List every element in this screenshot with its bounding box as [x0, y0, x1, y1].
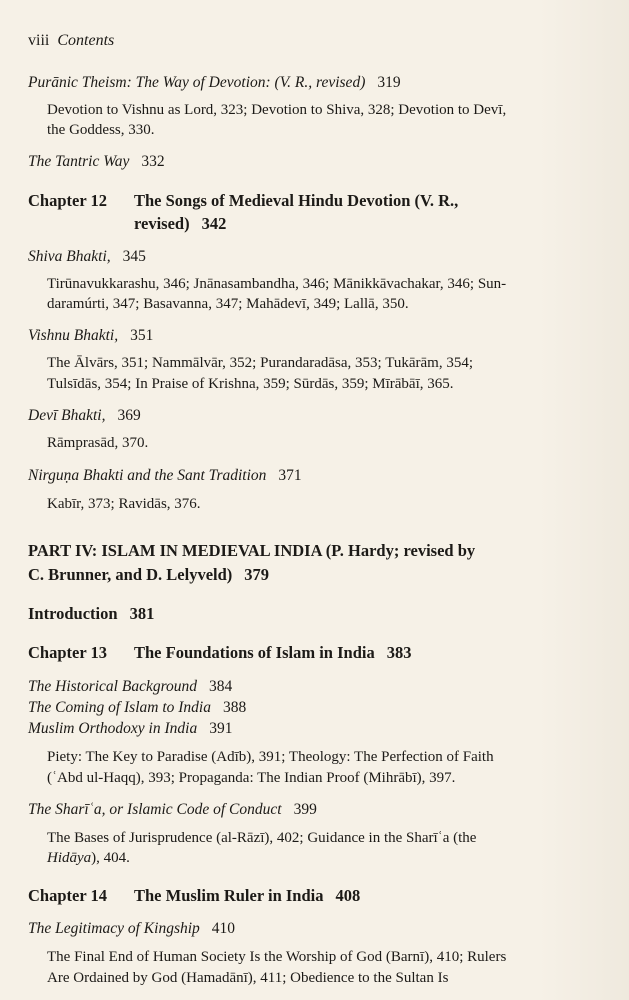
entry-title: The Sharīʿa, or Islamic Code of Conduct	[28, 801, 282, 818]
toc-entry	[28, 698, 246, 718]
section-page: 381	[129, 604, 155, 623]
entry-detail: (ʿAbd ul-Haqq), 393; Propaganda: The Indian Proof (Mihrābī), 397.	[47, 770, 456, 786]
entry-page: 369	[117, 407, 141, 424]
entry-title: Purānic Theism: The Way of Devotion: (V. R., revised)	[28, 74, 366, 91]
entry-detail-italic: Hidāya	[47, 850, 92, 866]
toc-entry	[28, 247, 146, 267]
chapter-label: Chapter 13	[28, 643, 107, 662]
toc-entry	[28, 719, 232, 739]
entry-detail: Are Ordained by God (Hamadānī), 411; Obedience to the Sultan Is	[47, 970, 449, 986]
entry-detail: The Bases of Jurisprudence (al-Rāzī), 402; Guidance in the Sharīʿa (the	[47, 830, 477, 846]
chapter-heading	[28, 191, 458, 211]
entry-title: The Historical Background	[28, 678, 198, 695]
entry-detail: The Ālvārs, 351; Nammālvār, 352; Purandaradāsa, 353; Tukārām, 354;	[47, 355, 473, 371]
entry-detail-rest: ), 404.	[91, 850, 130, 866]
entry-title: Nirguṇa Bhakti and the Sant Tradition	[28, 467, 267, 484]
entry-title: Vishnu Bhakti,	[28, 327, 119, 344]
entry-detail: daramúrti, 347; Basavanna, 347; Mahādevī, 349; Lallā, 350.	[47, 296, 409, 312]
part-title: C. Brunner, and D. Lelyveld)	[28, 565, 233, 584]
entry-detail	[47, 848, 130, 868]
part-page: 379	[244, 565, 270, 584]
entry-title: The Coming of Islam to India	[28, 699, 211, 716]
running-header	[28, 31, 114, 51]
entry-page: 345	[122, 248, 146, 265]
header-title: Contents	[57, 32, 115, 49]
toc-entry	[28, 326, 153, 346]
toc-entry	[28, 406, 141, 426]
chapter-heading	[28, 643, 411, 663]
part-heading-cont	[28, 565, 269, 585]
entry-detail: Devotion to Vishnu as Lord, 323; Devotion to Shiva, 328; Devotion to Devī,	[47, 102, 507, 118]
entry-detail: Rāmprasād, 370.	[47, 435, 149, 451]
toc-entry	[28, 800, 317, 820]
toc-entry	[28, 152, 165, 172]
entry-title: The Tantric Way	[28, 153, 130, 170]
chapter-title: revised)	[134, 214, 190, 233]
toc-entry	[28, 919, 235, 939]
chapter-heading-cont	[134, 214, 226, 234]
entry-title: Shiva Bhakti,	[28, 248, 111, 265]
part-heading: PART IV: ISLAM IN MEDIEVAL INDIA (P. Hardy; revised by	[28, 541, 476, 560]
toc-entry	[28, 73, 401, 93]
entry-detail: The Final End of Human Society Is the Worship of God (Barnī), 410; Rulers	[47, 949, 507, 965]
chapter-page: 408	[335, 886, 361, 905]
toc-entry	[28, 677, 232, 697]
entry-page: 332	[141, 153, 165, 170]
entry-detail: Tirūnavukkarashu, 346; Jnānasambandha, 346; Mānikkāvachakar, 346; Sun-	[47, 276, 507, 292]
entry-detail: Tulsīdās, 354; In Praise of Krishna, 359; Sūrdās, 359; Mīrābāī, 365.	[47, 376, 454, 392]
chapter-label: Chapter 12	[28, 191, 107, 210]
entry-detail: the Goddess, 330.	[47, 122, 155, 138]
chapter-title: The Foundations of Islam in India	[134, 643, 375, 662]
chapter-label: Chapter 14	[28, 886, 107, 905]
entry-page: 371	[278, 467, 302, 484]
entry-page: 391	[209, 720, 233, 737]
section-title: Introduction	[28, 604, 118, 623]
entry-title: Muslim Orthodoxy in India	[28, 720, 198, 737]
entry-detail: Kabīr, 373; Ravidās, 376.	[47, 496, 201, 512]
chapter-page: 342	[201, 214, 227, 233]
chapter-page: 383	[386, 643, 412, 662]
entry-page: 388	[223, 699, 247, 716]
entry-page: 410	[211, 920, 236, 937]
entry-detail: Piety: The Key to Paradise (Adīb), 391; Theology: The Perfection of Faith	[47, 749, 494, 765]
chapter-title: The Songs of Medieval Hindu Devotion (V. R.,	[134, 191, 459, 210]
entry-page: 319	[377, 74, 401, 91]
entry-title: Devī Bhakti,	[28, 407, 106, 424]
entry-page: 399	[293, 801, 317, 818]
entry-page: 384	[209, 678, 233, 695]
section-heading	[28, 604, 154, 624]
toc-entry	[28, 466, 302, 486]
page-shadow	[539, 0, 629, 1000]
header-page-number: viii	[28, 32, 50, 49]
chapter-title: The Muslim Ruler in India	[134, 886, 324, 905]
chapter-heading	[28, 886, 360, 906]
entry-title: The Legitimacy of Kingship	[28, 920, 200, 937]
entry-page: 351	[130, 327, 154, 344]
